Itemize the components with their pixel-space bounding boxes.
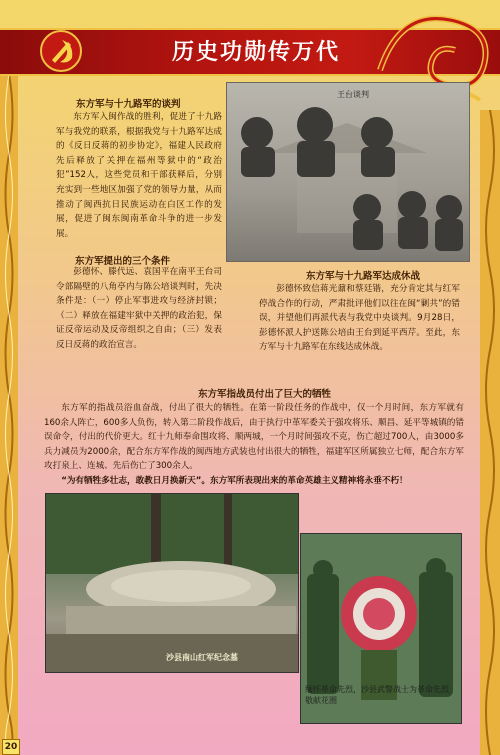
wreath-ceremony-photo <box>300 533 462 724</box>
negotiation-portraits-photo <box>226 82 470 262</box>
cemetery-photo <box>45 493 299 673</box>
section-title-negotiation: 东方军与十九路军的谈判 <box>76 99 181 110</box>
cemetery-caption: 沙县南山红军纪念墓 <box>166 653 238 662</box>
right-ornament-border <box>480 110 500 755</box>
photo-label-wangtai: 王台谈判 <box>337 90 369 99</box>
section-text-conditions: 彭德怀、滕代远、袁国平在南平王台司令部隔壁的八角亭内与陈公培谈判时，先决条件是：（一）停止军事进攻与经济封锁；（二）释放在福建牢狱中关押的政治犯，保证反帝运动及反帝组织之自由；（三）发表反日反蒋的政治宣言。 <box>56 267 222 350</box>
left-ornament-border <box>0 74 18 755</box>
party-emblem-icon <box>40 30 82 72</box>
section-title-conditions: 东方军提出的三个条件 <box>75 256 171 267</box>
section-title-truce: 东方军与十九路军达成休战 <box>306 271 421 282</box>
section-text-truce: 彭德怀致信蒋光鼐和蔡廷锴，充分肯定其与红军停战合作的行动，严肃批评他们以往在闽“剿共”的错误，并望他们再派代表与我党中央谈判。9月28日，彭德怀派人护送陈公培由王台到延平西芹。至此，东方军与十九路军在东线达成休战。 <box>259 284 460 353</box>
ceremony-caption: 缅怀革命先烈，沙县武警战士为革命先烈敬献花圈 <box>305 685 449 705</box>
section-title-sacrifice: 东方军指战员付出了巨大的牺牲 <box>198 389 332 400</box>
section-text-negotiation: 东方军入闽作战的胜利，促进了十九路军与我党的联系，根据我党与十九路军达成的《反日反蒋的初步协定》，福建人民政府先后释放了关押在福州等狱中的“政治犯”152人，这些党员和干部获释后，分别充实到一些地区加强了党的领导力量，从而推动了闽西抗日民族运动在白区工作的发展，促进了闽东闽南革命斗争的进一步发展。 <box>56 112 222 239</box>
page-number: 20 <box>2 739 20 755</box>
page-title: 历史功勋传万代 <box>172 40 341 65</box>
section-text-sacrifice: 东方军的指战员浴血奋战，付出了很大的牺牲。在第一阶段任务的作战中，仅一个月时间，东方军就有160余人阵亡，600多人负伤，转入第二阶段作战后，由于执行中革军委关于强攻将乐、顺昌、延平等城镇的错误命令，付出的代价更大。红十九师奉命围攻将、顺两城，一个月时间强攻不克，伤亡超过700人，由3000多兵力减员为2000余，配合东方军作战的闽西地方武装也付出很大的牺牲，福建军区所属独立七师，配合东方军攻打泉上、连城、先后伤亡了300余人。 “为有牺牲多壮志，敢教日月换新天”。东方军所表现出来的革命英雄主义精神将永垂不朽！ <box>44 401 464 489</box>
memorial-quote: “为有牺牲多壮志，敢教日月换新天”。东方军所表现出来的革命英雄主义精神将永垂不朽！ <box>61 475 408 486</box>
